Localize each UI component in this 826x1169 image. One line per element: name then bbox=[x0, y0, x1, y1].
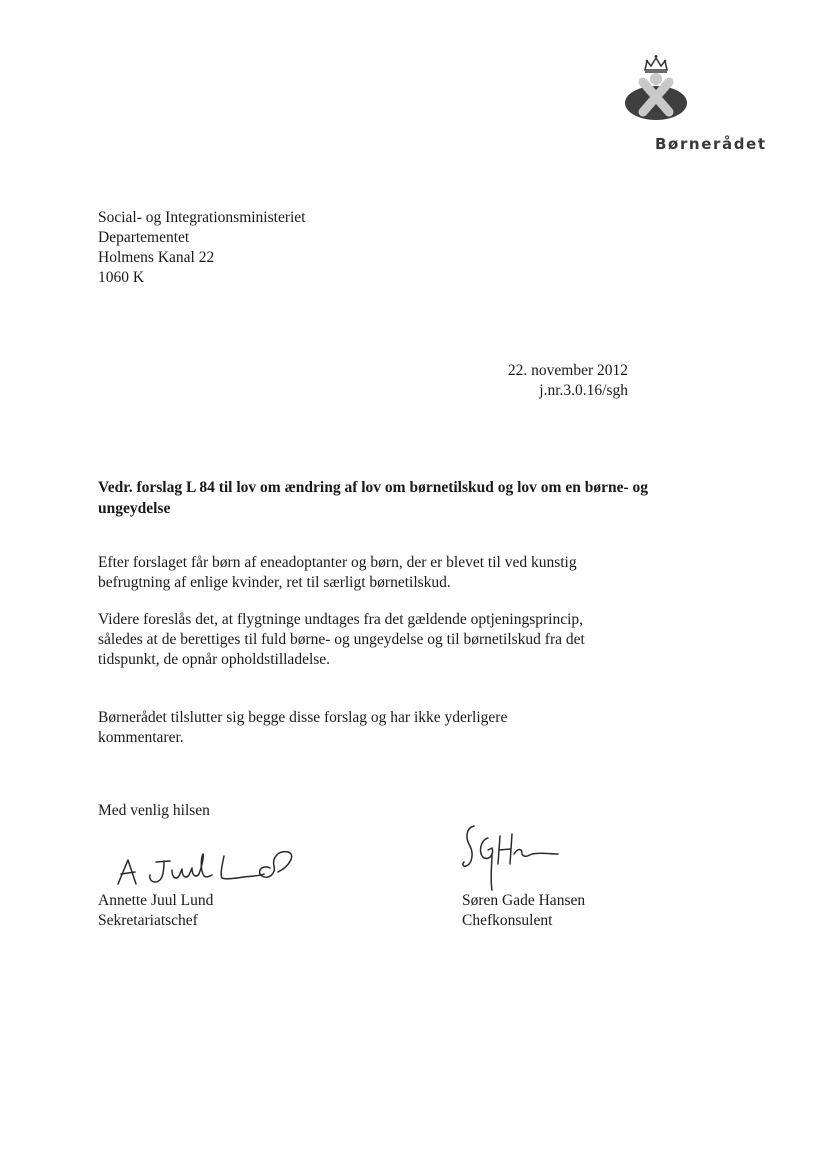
paragraph-line: Børnerådet tilslutter sig begge disse forslag og har ikke yderligere bbox=[98, 709, 508, 726]
body-paragraph bbox=[98, 708, 658, 748]
crowned-x-emblem-icon bbox=[624, 54, 688, 128]
journal-reference: j.nr.3.0.16/sgh bbox=[539, 382, 628, 399]
signatory-title: Sekretariatschef bbox=[98, 912, 198, 929]
body-paragraph bbox=[98, 610, 658, 670]
signatory-name: Annette Juul Lund bbox=[98, 892, 214, 909]
signatory-block-right bbox=[462, 891, 585, 931]
paragraph-line: tidspunkt, de opnår opholdstilladelse. bbox=[98, 651, 331, 668]
signatory-name: Søren Gade Hansen bbox=[462, 892, 586, 909]
signature-annette-juul-lund bbox=[112, 842, 302, 890]
paragraph-line: Efter forslaget får børn af eneadoptanter og børn, der er blevet til ved kunstig bbox=[98, 554, 577, 571]
paragraph-line: Videre foreslås det, at flygtninge undtages fra det gældende optjeningsprincip, bbox=[98, 611, 584, 628]
recipient-address bbox=[98, 208, 305, 288]
address-line: Holmens Kanal 22 bbox=[98, 249, 215, 266]
signature-soren-gade-hansen bbox=[460, 820, 570, 892]
signatory-block-left bbox=[98, 891, 213, 931]
signatory-title: Chefkonsulent bbox=[462, 912, 553, 929]
address-line: Social- og Integrationsministeriet bbox=[98, 209, 306, 226]
paragraph-line: således at de berettiges til fuld børne- og ungeydelse og til børnetilskud fra det bbox=[98, 631, 585, 648]
paragraph-line: befrugtning af enlige kvinder, ret til særligt børnetilskud. bbox=[98, 574, 451, 591]
address-line: Departementet bbox=[98, 229, 190, 246]
closing-salutation: Med venlig hilsen bbox=[98, 802, 210, 819]
letter-subject: Vedr. forslag L 84 til lov om ændring af lov om børnetilskud og lov om en børne- og ungeydelse bbox=[98, 479, 649, 517]
date-reference-block bbox=[508, 361, 628, 401]
body-paragraph bbox=[98, 553, 658, 593]
letter-date: 22. november 2012 bbox=[507, 362, 628, 379]
paragraph-line: kommentarer. bbox=[98, 729, 184, 746]
address-line: 1060 K bbox=[98, 269, 145, 286]
organization-name: Børnerådet bbox=[655, 135, 767, 153]
